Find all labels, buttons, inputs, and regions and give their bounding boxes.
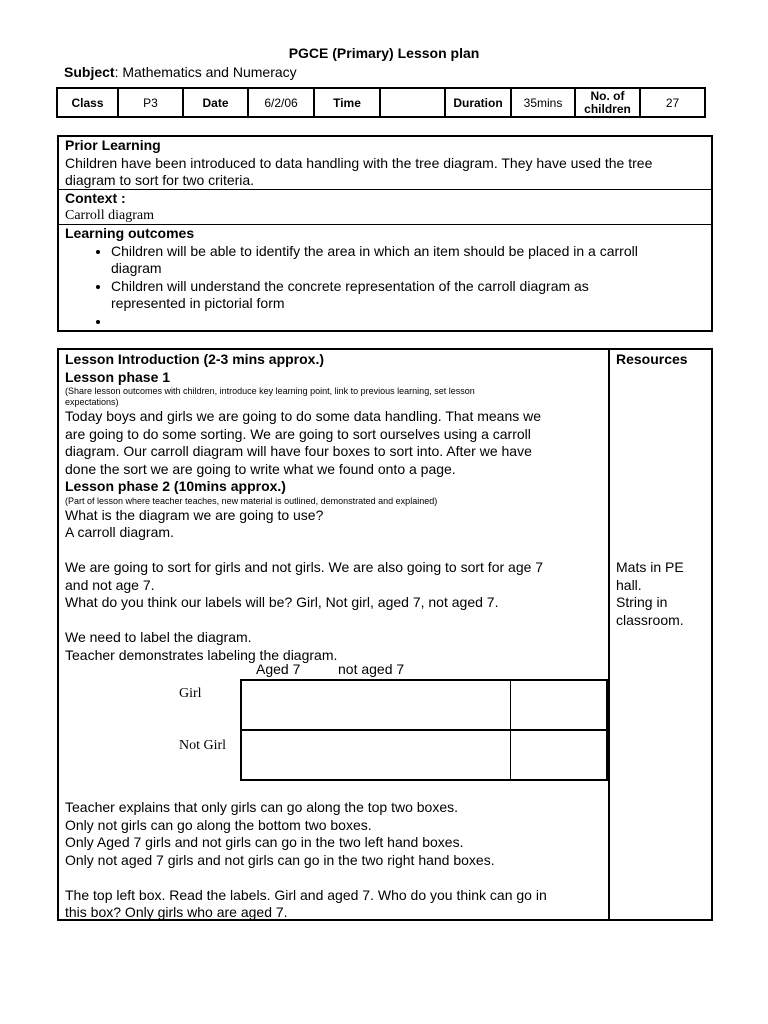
- subject-line: [64, 64, 297, 80]
- final-line: this box? Only girls who are aged 7.: [65, 904, 288, 920]
- date-label: Date: [183, 88, 248, 117]
- intro-heading: Lesson Introduction (2-3 mins approx.): [65, 351, 325, 367]
- resource-line: classroom.: [616, 611, 684, 628]
- subject-value: : Mathematics and Numeracy: [114, 64, 297, 80]
- phase1-line: Today boys and girls we are going to do some data handling. That means we: [65, 408, 542, 424]
- class-label: Class: [57, 88, 118, 117]
- carroll-col-label-not-aged7: not aged 7: [338, 661, 405, 677]
- explain-line: Only not aged 7 girls and not girls can go in the two right hand boxes.: [65, 851, 495, 868]
- resource-line: Mats in PE: [616, 559, 684, 575]
- resources-heading: Resources: [616, 351, 688, 367]
- prior-learning-section: [65, 137, 711, 190]
- prior-learning-line2: diagram to sort for two criteria.: [65, 172, 255, 188]
- children-label: [575, 88, 640, 117]
- prior-learning-line1: Children have been introduced to data handling with the tree diagram. They have used the tree: [65, 154, 653, 171]
- resource-line: hall.: [616, 576, 642, 593]
- phase1-note-line2: expectations): [65, 397, 119, 407]
- children-value: 27: [640, 88, 705, 117]
- phase2-line: What is the diagram we are going to use?: [65, 506, 324, 523]
- phase2-line: Teacher demonstrates labeling the diagram.: [65, 646, 338, 663]
- phase2-line: A carroll diagram.: [65, 524, 174, 540]
- carroll-row-label-girl: Girl: [179, 686, 202, 701]
- outcome-2-line2: represented in pictorial form: [111, 295, 285, 311]
- subject-label: Subject: [64, 64, 115, 80]
- lesson-content: [65, 351, 605, 664]
- phase1-line: are going to do some sorting. We are going to sort ourselves using a carroll: [65, 425, 531, 442]
- list-item: [111, 243, 711, 278]
- phase2-line: We need to label the diagram.: [65, 629, 252, 645]
- phase1-heading: Lesson phase 1: [65, 368, 171, 385]
- resource-line: String in: [616, 594, 668, 610]
- learning-box: [57, 135, 713, 332]
- explain-line: Only Aged 7 girls and not girls can go in the two left hand boxes.: [65, 834, 464, 850]
- blank-line: [65, 612, 605, 630]
- lesson-box: [57, 348, 713, 921]
- outcome-2-line1: • Children will understand the concrete representation of the carroll diagram as: [111, 277, 589, 294]
- blank-line: [65, 542, 605, 560]
- context-text: Carroll diagram: [65, 207, 155, 223]
- page-title: PGCE (Primary) Lesson plan: [288, 45, 480, 61]
- carroll-col-divider: [510, 681, 511, 779]
- phase2-note: (Part of lesson where teacher teaches, new material is outlined, demonstrated and explained): [65, 495, 438, 506]
- phase2-line: and not age 7.: [65, 576, 155, 593]
- final-line: The top left box. Read the labels. Girl and aged 7. Who do you think can go in: [65, 886, 547, 903]
- prior-learning-heading: Prior Learning: [65, 137, 161, 153]
- outcome-1-line1: • Children will be able to identify the area in which an item should be placed in a carroll: [111, 242, 638, 259]
- carroll-diagram: [240, 679, 608, 781]
- context-section: [65, 190, 711, 224]
- phase2-line: We are going to sort for girls and not girls. We are also going to sort for age 7: [65, 559, 544, 575]
- date-value: 6/2/06: [248, 88, 314, 117]
- duration-label: Duration: [445, 88, 511, 117]
- children-label-line2: children: [584, 101, 631, 116]
- phase1-line: done the sort we are going to write what we found onto a page.: [65, 460, 456, 477]
- outcomes-list: [65, 243, 711, 331]
- outcome-1-line2: diagram: [111, 260, 162, 276]
- lesson-info-table: [56, 87, 706, 118]
- explanation-block: [65, 799, 605, 922]
- resources-column: [616, 351, 711, 369]
- time-label: Time: [314, 88, 380, 117]
- phase2-line: What do you think our labels will be? Girl, Not girl, aged 7, not aged 7.: [65, 594, 499, 610]
- carroll-row-label-not-girl: Not Girl: [179, 738, 227, 753]
- blank-line: [65, 869, 605, 887]
- explain-line: Only not girls can go along the bottom two boxes.: [65, 816, 372, 833]
- children-label-line1: No. of: [590, 88, 625, 103]
- outcomes-heading: Learning outcomes: [65, 225, 195, 241]
- explain-line: Teacher explains that only girls can go along the top two boxes.: [65, 799, 459, 815]
- phase1-note-line1: (Share lesson outcomes with children, introduce key learning point, link to previous learning, set lesson: [65, 386, 475, 396]
- class-value: P3: [118, 88, 183, 117]
- resources-list: [616, 559, 711, 629]
- list-item-empty: [111, 313, 711, 331]
- outcomes-section: [65, 225, 711, 331]
- carroll-row-divider: [242, 729, 606, 731]
- duration-value: 35mins: [511, 88, 575, 117]
- resources-divider: [608, 350, 610, 919]
- context-heading: Context :: [65, 190, 126, 206]
- phase2-heading: Lesson phase 2 (10mins approx.): [65, 478, 286, 494]
- carroll-col-label-aged7: Aged 7: [256, 661, 301, 677]
- phase1-line: diagram. Our carroll diagram will have four boxes to sort into. After we have: [65, 443, 532, 459]
- time-value: [380, 88, 445, 117]
- list-item: [111, 278, 711, 313]
